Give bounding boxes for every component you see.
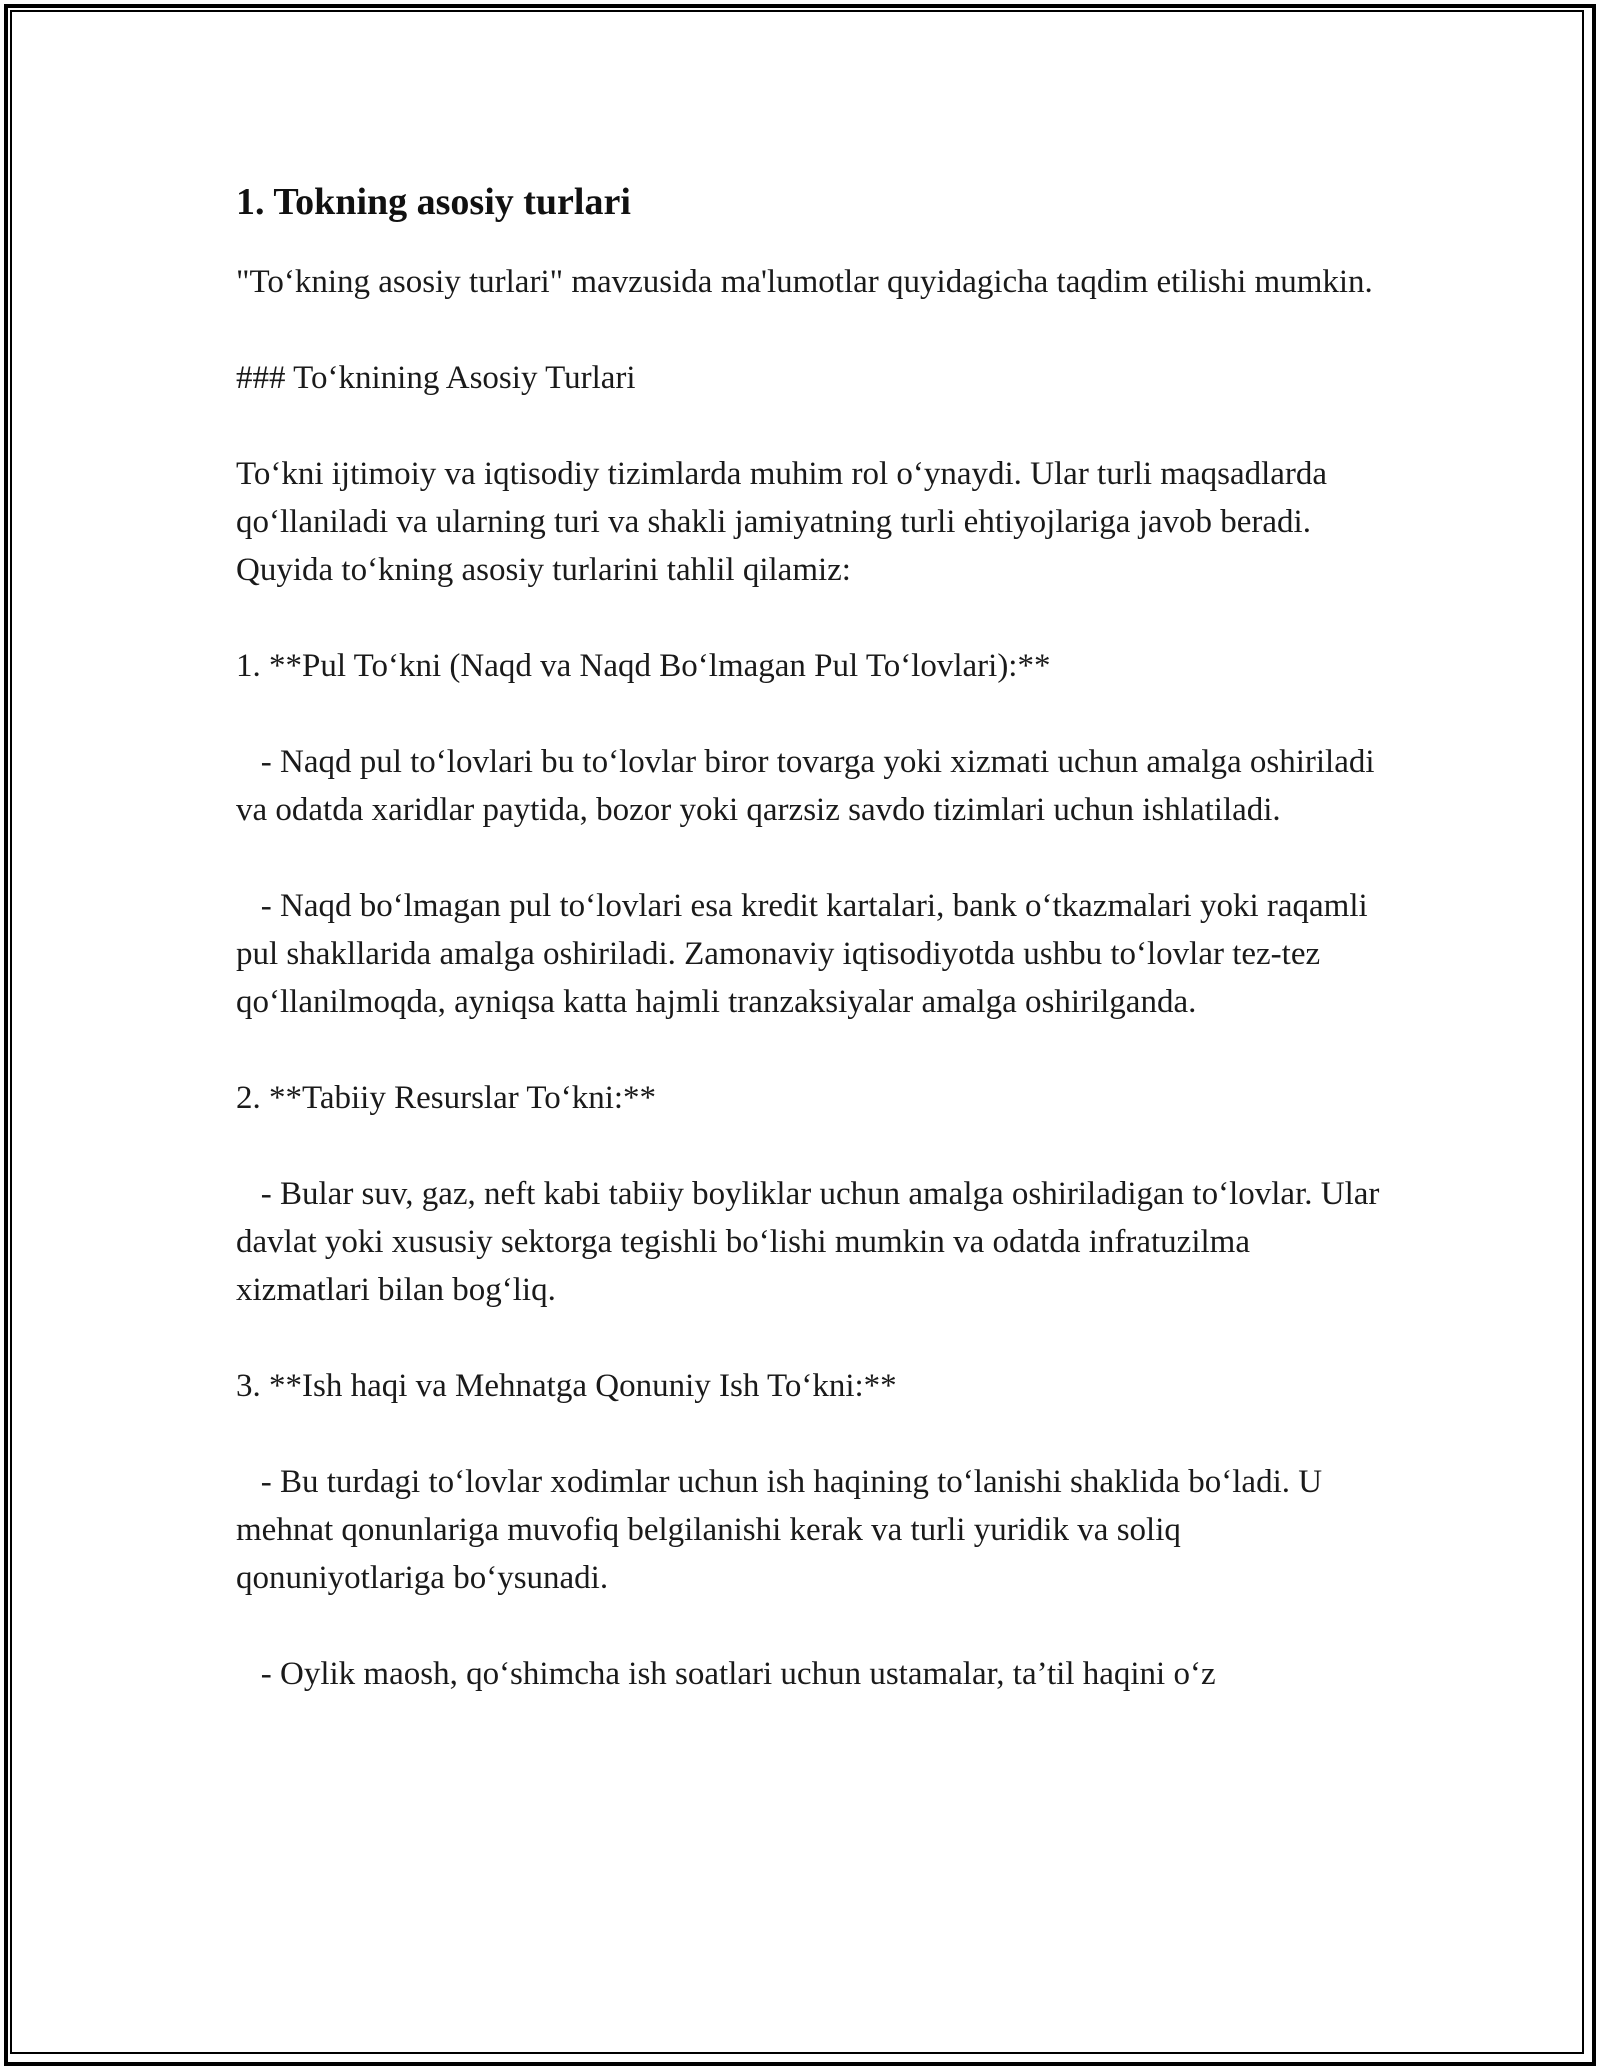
- list-item-heading-3: 3. **Ish haqi va Mehnatga Qonuniy Ish To‘kni:**: [236, 1367, 897, 1404]
- document-heading: 1. Tokning asosiy turlari: [236, 181, 631, 223]
- list-item-3-bullet-2: - Oylik maosh, qo‘shimcha ish soatlari uchun ustamalar, ta’til haqini o‘z: [236, 1655, 1216, 1692]
- list-item-1-bullet-2: - Naqd bo‘lmagan pul to‘lovlari esa kredit kartalari, bank o‘tkazmalari yoki raqamli pul shakllarida amalga oshiriladi. Zamonaviy iqtisodiyotda ushbu to‘lovlar tez-tez qo‘llanilmoqda, ayniqsa katta hajmli tranzaksiyalar amalga oshirilganda.: [236, 887, 1376, 1020]
- section-subheading: ### To‘knining Asosiy Turlari: [236, 359, 636, 396]
- intro-paragraph: "To‘kning asosiy turlari" mavzusida ma'lumotlar quyidagicha taqdim etilishi mumkin.: [236, 263, 1373, 300]
- list-item-2-bullet-1: - Bular suv, gaz, neft kabi tabiiy boyliklar uchun amalga oshiriladigan to‘lovlar. Ular davlat yoki xususiy sektorga tegishli bo‘lishi mumkin va odatda infratuzilma xizmatlari bilan bog‘liq.: [236, 1175, 1388, 1308]
- document-body: [236, 180, 1386, 1698]
- overview-paragraph: To‘kni ijtimoiy va iqtisodiy tizimlarda muhim rol o‘ynaydi. Ular turli maqsadlarda qo‘llaniladi va ularning turi va shakli jamiyatning turli ehtiyojlariga javob beradi. Quyida to‘kning asosiy turlarini tahlil qilamiz:: [236, 455, 1336, 588]
- list-item-3-bullet-1: - Bu turdagi to‘lovlar xodimlar uchun ish haqining to‘lanishi shaklida bo‘ladi. U mehnat qonunlariga muvofiq belgilanishi kerak va turli yuridik va soliq qonuniyotlariga bo‘ysunadi.: [236, 1463, 1331, 1596]
- list-item-heading-1: 1. **Pul To‘kni (Naqd va Naqd Bo‘lmagan Pul To‘lovlari):**: [236, 647, 1051, 684]
- list-item-heading-2: 2. **Tabiiy Resurslar To‘kni:**: [236, 1079, 657, 1116]
- list-item-1-bullet-1: - Naqd pul to‘lovlari bu to‘lovlar biror tovarga yoki xizmati uchun amalga oshiriladi va odatda xaridlar paytida, bozor yoki qarzsiz savdo tizimlari uchun ishlatiladi.: [236, 743, 1383, 828]
